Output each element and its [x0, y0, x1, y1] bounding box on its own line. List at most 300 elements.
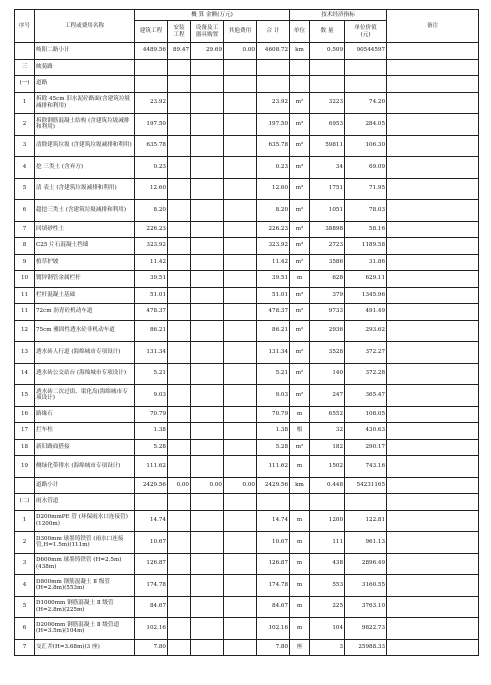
cell-unit-price: 2896.49 — [345, 553, 387, 575]
cell-name: 映菊路 — [35, 59, 135, 76]
cell-install — [168, 92, 191, 114]
cell-unit-price: 74.20 — [345, 92, 387, 114]
cell-equipment — [191, 532, 224, 554]
cell-install — [168, 238, 191, 255]
table-row — [15, 639, 479, 656]
cell-total: 0.23 — [257, 157, 290, 179]
cell-unit-price: 58.16 — [345, 221, 387, 238]
cell-name: 透水砖人行道 (海绵城市专项设计) — [35, 342, 135, 364]
cell-unit: m³ — [290, 114, 310, 136]
cell-total: 7.80 — [257, 639, 290, 656]
cell-unit: m² — [290, 304, 310, 321]
cell-unit-price: 54231165 — [345, 477, 387, 494]
cell-seq: 2 — [15, 114, 35, 136]
cell-qty: 247 — [310, 385, 345, 407]
cell-name: 75cm 雅固性透水砼非机动车道 — [35, 320, 135, 342]
cell-total: 174.78 — [257, 575, 290, 597]
cell-unit-price — [345, 494, 387, 511]
cell-equipment — [191, 342, 224, 364]
table-row — [15, 254, 479, 271]
cell-unit: m³ — [290, 200, 310, 222]
cell-qty: 3 — [310, 639, 345, 656]
cell-unit-price: 78.03 — [345, 200, 387, 222]
cell-unit — [290, 59, 310, 76]
cell-total: 84.67 — [257, 596, 290, 618]
cell-total: 39.51 — [257, 271, 290, 288]
cell-seq: 6 — [15, 618, 35, 640]
cell-construction: 323.92 — [135, 238, 168, 255]
cell-remark — [387, 238, 479, 255]
cell-equipment — [191, 439, 224, 456]
cell-install: 0.00 — [168, 477, 191, 494]
cell-construction: 174.78 — [135, 575, 168, 597]
table-row — [15, 135, 479, 157]
cell-construction: 1.38 — [135, 423, 168, 440]
cell-other — [224, 238, 257, 255]
cell-construction: 14.74 — [135, 510, 168, 532]
cell-seq: 17 — [15, 423, 35, 440]
cell-name: 清 表土 (含建筑垃圾减排和利用) — [35, 178, 135, 200]
cell-unit-price: 1189.58 — [345, 238, 387, 255]
cell-equipment — [191, 157, 224, 179]
cell-total — [257, 59, 290, 76]
cell-name: D800mm 钢筋混凝土 Ⅱ 级管 (H=2.8m)(553m) — [35, 575, 135, 597]
header-remark: 备注 — [387, 10, 479, 43]
cell-other — [224, 254, 257, 271]
cell-unit-price: 122.81 — [345, 510, 387, 532]
table-row — [15, 287, 479, 304]
cell-remark — [387, 43, 479, 60]
cell-unit: m³ — [290, 221, 310, 238]
cell-install — [168, 439, 191, 456]
cell-total: 86.21 — [257, 320, 290, 342]
cell-equipment — [191, 178, 224, 200]
cell-total: 4608.72 — [257, 43, 290, 60]
cell-unit-price: 290.17 — [345, 439, 387, 456]
cell-other — [224, 596, 257, 618]
cell-equipment: 0.00 — [191, 477, 224, 494]
table-row — [15, 510, 479, 532]
cell-seq: 13 — [15, 342, 35, 364]
cell-qty: 553 — [310, 575, 345, 597]
cell-install — [168, 494, 191, 511]
cell-remark — [387, 271, 479, 288]
cell-unit: m³ — [290, 238, 310, 255]
cell-total — [257, 494, 290, 511]
cell-unit-price: 25988.33 — [345, 639, 387, 656]
cell-remark — [387, 178, 479, 200]
cell-other — [224, 178, 257, 200]
cell-qty: 379 — [310, 287, 345, 304]
table-row — [15, 477, 479, 494]
cell-qty: 1051 — [310, 200, 345, 222]
cell-remark — [387, 423, 479, 440]
table-row — [15, 385, 479, 407]
cell-unit: m² — [290, 363, 310, 385]
cell-unit-price: 1345.96 — [345, 287, 387, 304]
cell-remark — [387, 477, 479, 494]
cell-install — [168, 135, 191, 157]
cell-install — [168, 178, 191, 200]
cell-other — [224, 532, 257, 554]
cell-construction: 226.23 — [135, 221, 168, 238]
cell-remark — [387, 114, 479, 136]
cell-equipment — [191, 639, 224, 656]
cell-unit-price: 69.09 — [345, 157, 387, 179]
header-amount-group: 概 算 金额(万元) — [135, 10, 290, 21]
cell-other — [224, 385, 257, 407]
cell-equipment — [191, 510, 224, 532]
cell-seq — [15, 43, 35, 60]
cell-total: 10.67 — [257, 532, 290, 554]
cell-seq: 6 — [15, 200, 35, 222]
cell-name: 拆除 45cm 旧水泥砼路面(含建筑垃圾减排和利用) — [35, 92, 135, 114]
cell-qty: 9733 — [310, 304, 345, 321]
table-row — [15, 532, 479, 554]
cell-construction: 51.01 — [135, 287, 168, 304]
cell-install — [168, 157, 191, 179]
table-row — [15, 59, 479, 76]
cell-construction: 70.79 — [135, 406, 168, 423]
cell-remark — [387, 221, 479, 238]
cell-unit-price: 629.11 — [345, 271, 387, 288]
cell-name: 挖 三类土 (含弃方) — [35, 157, 135, 179]
cell-unit-price: 372.27 — [345, 342, 387, 364]
cell-total: 126.87 — [257, 553, 290, 575]
cell-remark — [387, 385, 479, 407]
table-row — [15, 456, 479, 478]
cell-install — [168, 287, 191, 304]
cell-install — [168, 510, 191, 532]
cell-total: 5.28 — [257, 439, 290, 456]
cell-name: C25 片石混凝土挡墙 — [35, 238, 135, 255]
cell-unit: m³ — [290, 178, 310, 200]
cell-total: 8.20 — [257, 200, 290, 222]
cell-install — [168, 254, 191, 271]
cell-seq: 12 — [15, 320, 35, 342]
cell-qty: 140 — [310, 363, 345, 385]
cell-install — [168, 456, 191, 478]
cell-construction: 111.62 — [135, 456, 168, 478]
cell-seq: 11 — [15, 304, 35, 321]
cell-seq: 3 — [15, 553, 35, 575]
cell-unit-price: 90544597 — [345, 43, 387, 60]
table-row — [15, 494, 479, 511]
header-tech-group: 技术经济指标 — [290, 10, 387, 21]
cell-unit: m² — [290, 92, 310, 114]
cell-install — [168, 575, 191, 597]
cell-construction: 12.60 — [135, 178, 168, 200]
cell-total: 12.60 — [257, 178, 290, 200]
cell-total: 51.01 — [257, 287, 290, 304]
cell-other — [224, 76, 257, 93]
cell-seq: 19 — [15, 456, 35, 478]
cell-construction: 197.50 — [135, 114, 168, 136]
cell-unit-price: 31.86 — [345, 254, 387, 271]
cell-total: 635.78 — [257, 135, 290, 157]
cell-construction: 635.78 — [135, 135, 168, 157]
cell-install — [168, 221, 191, 238]
cell-other — [224, 304, 257, 321]
cell-total: 9.03 — [257, 385, 290, 407]
cell-name: 透水砖二次过街、渠化岛(海绵城市专项设计) — [35, 385, 135, 407]
cell-total: 197.50 — [257, 114, 290, 136]
cell-unit: m — [290, 510, 310, 532]
header-name: 工程或费用名称 — [35, 10, 135, 43]
cell-unit-price: 743.16 — [345, 456, 387, 478]
cell-unit-price: 3763.10 — [345, 596, 387, 618]
cell-construction — [135, 494, 168, 511]
cell-seq: 11 — [15, 287, 35, 304]
cell-name: 拆除钢筋混凝土结构 (含建筑垃圾减排和利用) — [35, 114, 135, 136]
cell-remark — [387, 494, 479, 511]
table-row — [15, 157, 479, 179]
cell-construction: 7.80 — [135, 639, 168, 656]
cell-install — [168, 532, 191, 554]
cell-equipment — [191, 200, 224, 222]
cell-seq: 三 — [15, 59, 35, 76]
cell-other — [224, 363, 257, 385]
cell-total: 111.62 — [257, 456, 290, 478]
cell-unit: m — [290, 618, 310, 640]
cell-unit: m — [290, 596, 310, 618]
cell-install — [168, 639, 191, 656]
cell-total: 11.42 — [257, 254, 290, 271]
table-row — [15, 596, 479, 618]
cell-qty: 0.509 — [310, 43, 345, 60]
cell-qty: 6552 — [310, 406, 345, 423]
cell-total: 1.38 — [257, 423, 290, 440]
cell-equipment — [191, 385, 224, 407]
cell-remark — [387, 320, 479, 342]
cell-unit: m — [290, 406, 310, 423]
cell-other — [224, 639, 257, 656]
cell-name: 新旧路面搭接 — [35, 439, 135, 456]
cell-qty: 1751 — [310, 178, 345, 200]
cell-other — [224, 221, 257, 238]
table-row — [15, 342, 479, 364]
cell-unit: m — [290, 575, 310, 597]
cell-name: 雨水管道 — [35, 494, 135, 511]
cell-seq: 5 — [15, 596, 35, 618]
cell-qty: 3528 — [310, 342, 345, 364]
cell-total: 102.16 — [257, 618, 290, 640]
cell-qty: 2936 — [310, 320, 345, 342]
cell-remark — [387, 59, 479, 76]
cell-unit: m² — [290, 254, 310, 271]
cell-install — [168, 553, 191, 575]
cell-equipment — [191, 494, 224, 511]
table-row — [15, 575, 479, 597]
cell-name: D2000mm 钢筋混凝土 Ⅱ 级管道(H=3.5m)(104m) — [35, 618, 135, 640]
cell-name: 透水砖公交站台 (海绵城市专项设计) — [35, 363, 135, 385]
cell-construction: 39.51 — [135, 271, 168, 288]
cell-construction — [135, 59, 168, 76]
cell-other — [224, 157, 257, 179]
cell-unit-price: 108.05 — [345, 406, 387, 423]
header-construction: 建筑工程 — [135, 21, 168, 43]
cell-install — [168, 271, 191, 288]
cell-other — [224, 320, 257, 342]
table-row — [15, 553, 479, 575]
cell-equipment — [191, 287, 224, 304]
cell-name: 路缘石 — [35, 406, 135, 423]
cell-unit-price — [345, 76, 387, 93]
cell-unit-price: 430.63 — [345, 423, 387, 440]
cell-other — [224, 59, 257, 76]
cell-unit: km — [290, 477, 310, 494]
table-header — [15, 10, 479, 43]
cell-equipment — [191, 456, 224, 478]
cell-install — [168, 304, 191, 321]
cell-other — [224, 423, 257, 440]
cell-seq: 14 — [15, 363, 35, 385]
cell-seq: (二) — [15, 494, 35, 511]
cell-other — [224, 135, 257, 157]
table-row — [15, 200, 479, 222]
cell-remark — [387, 92, 479, 114]
cell-unit-price: 9822.73 — [345, 618, 387, 640]
cell-name: 镀锌钢管金属栏杆 — [35, 271, 135, 288]
cell-seq: 18 — [15, 439, 35, 456]
cell-seq: 9 — [15, 254, 35, 271]
cell-unit: m — [290, 532, 310, 554]
cell-equipment — [191, 221, 224, 238]
cell-other — [224, 575, 257, 597]
cell-install — [168, 385, 191, 407]
table-row — [15, 618, 479, 640]
cell-equipment — [191, 254, 224, 271]
cell-total: 131.34 — [257, 342, 290, 364]
estimate-table — [14, 9, 479, 656]
cell-unit-price: 3160.55 — [345, 575, 387, 597]
cell-other — [224, 342, 257, 364]
cell-total: 23.92 — [257, 92, 290, 114]
cell-other — [224, 494, 257, 511]
cell-other — [224, 553, 257, 575]
table-row — [15, 363, 479, 385]
cell-name: 72cm 沥青砼机动车道 — [35, 304, 135, 321]
table-row — [15, 92, 479, 114]
cell-unit-price: 293.62 — [345, 320, 387, 342]
cell-total — [257, 76, 290, 93]
table-row — [15, 271, 479, 288]
cell-name: 拦车柱 — [35, 423, 135, 440]
cell-unit: m² — [290, 385, 310, 407]
cell-name: D1000mm 钢筋混凝土 Ⅱ 级管 (H=2.8m)(225m) — [35, 596, 135, 618]
cell-remark — [387, 287, 479, 304]
cell-unit: m — [290, 456, 310, 478]
cell-qty: 104 — [310, 618, 345, 640]
cell-seq: 16 — [15, 406, 35, 423]
cell-qty — [310, 76, 345, 93]
cell-total: 226.23 — [257, 221, 290, 238]
cell-name: 超挖三类土 (含建筑垃圾减排和利用) — [35, 200, 135, 222]
cell-install — [168, 423, 191, 440]
header-total: 合 计 — [257, 21, 290, 43]
header-unit: 单位 — [290, 21, 310, 43]
cell-remark — [387, 254, 479, 271]
cell-equipment — [191, 553, 224, 575]
cell-unit: m³ — [290, 135, 310, 157]
cell-equipment — [191, 76, 224, 93]
cell-qty: 2723 — [310, 238, 345, 255]
cell-unit-price: 106.30 — [345, 135, 387, 157]
cell-name: 交汇井(H=3.68m)(3 座) — [35, 639, 135, 656]
cell-name: D600mm 球墨铸铁管 (H=2.5m)(438m) — [35, 553, 135, 575]
table-row — [15, 238, 479, 255]
cell-remark — [387, 76, 479, 93]
cell-qty: 628 — [310, 271, 345, 288]
cell-qty: 6953 — [310, 114, 345, 136]
cell-total: 14.74 — [257, 510, 290, 532]
cell-other — [224, 456, 257, 478]
cell-remark — [387, 639, 479, 656]
cell-equipment — [191, 92, 224, 114]
cell-seq: 1 — [15, 510, 35, 532]
cell-other — [224, 114, 257, 136]
cell-other — [224, 439, 257, 456]
cell-qty — [310, 494, 345, 511]
cell-seq: 3 — [15, 135, 35, 157]
cell-name: D300mm 球墨铸铁管 (雨水口连接管,H=1.5m)(111m) — [35, 532, 135, 554]
cell-install — [168, 76, 191, 93]
cell-unit: m — [290, 271, 310, 288]
cell-seq: 7 — [15, 639, 35, 656]
cell-remark — [387, 510, 479, 532]
cell-unit: m³ — [290, 287, 310, 304]
cell-remark — [387, 618, 479, 640]
table-row — [15, 221, 479, 238]
cell-construction: 5.28 — [135, 439, 168, 456]
cell-install — [168, 596, 191, 618]
header-unit-price: 单位价值 (元) — [345, 21, 387, 43]
cell-construction: 86.21 — [135, 320, 168, 342]
cell-seq — [15, 477, 35, 494]
cell-construction: 2429.56 — [135, 477, 168, 494]
cell-remark — [387, 342, 479, 364]
cell-construction: 23.92 — [135, 92, 168, 114]
header-seq: 序号 — [15, 10, 35, 43]
cell-unit — [290, 76, 310, 93]
cell-qty: 3223 — [310, 92, 345, 114]
cell-construction: 102.16 — [135, 618, 168, 640]
cell-unit-price: 71.95 — [345, 178, 387, 200]
cell-other — [224, 92, 257, 114]
cell-unit: km — [290, 43, 310, 60]
cell-unit: m — [290, 553, 310, 575]
cell-remark — [387, 406, 479, 423]
cell-name: 栏杆混凝土基础 — [35, 287, 135, 304]
cell-equipment — [191, 575, 224, 597]
cell-equipment — [191, 238, 224, 255]
cell-equipment — [191, 423, 224, 440]
cell-remark — [387, 553, 479, 575]
cell-remark — [387, 157, 479, 179]
cell-equipment — [191, 135, 224, 157]
cell-qty: 34 — [310, 157, 345, 179]
cell-unit-price: 372.28 — [345, 363, 387, 385]
cell-seq: 1 — [15, 92, 35, 114]
cell-other: 0.00 — [224, 43, 257, 60]
cell-equipment — [191, 59, 224, 76]
cell-unit-price: 961.13 — [345, 532, 387, 554]
cell-total: 70.79 — [257, 406, 290, 423]
cell-unit: m² — [290, 342, 310, 364]
table-row — [15, 114, 479, 136]
cell-seq: 5 — [15, 178, 35, 200]
cell-qty: 3586 — [310, 254, 345, 271]
